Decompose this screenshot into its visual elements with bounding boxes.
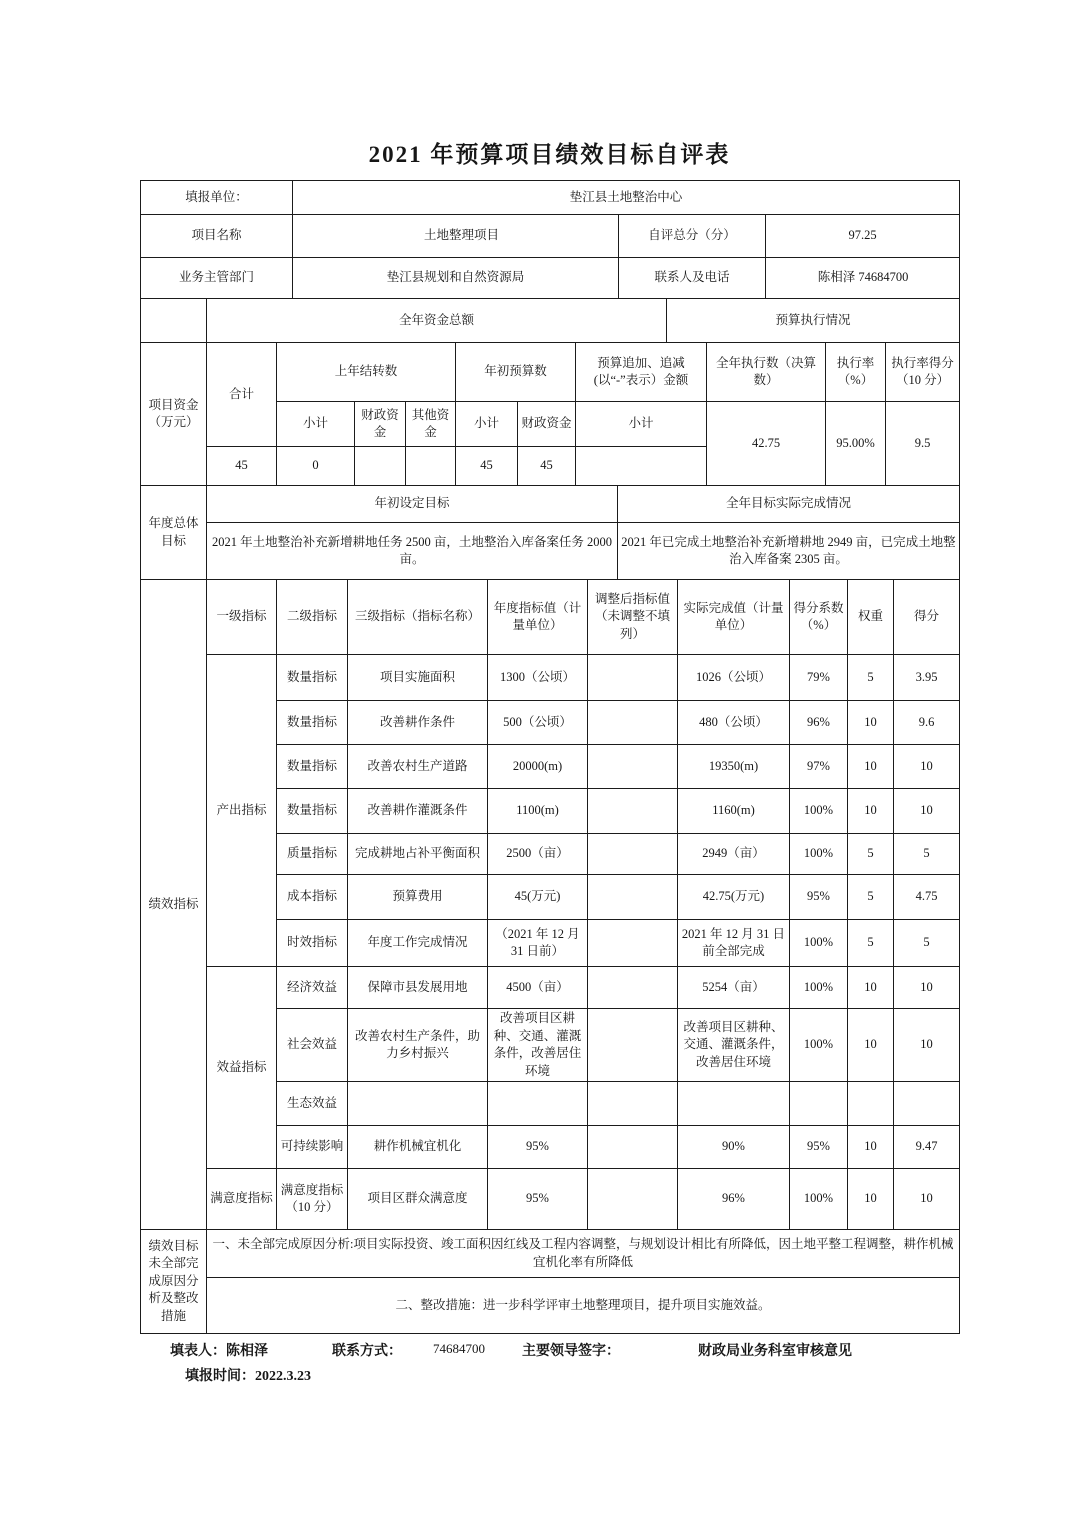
l2-cell: 质量指标 [277, 834, 348, 875]
score-cell: 5 [894, 920, 960, 967]
funding-header-row [140, 298, 960, 343]
project-name-label: 项目名称 [141, 215, 293, 258]
col-exec-score-header: 执行率得分（10 分） [886, 343, 960, 402]
filler-name: 填表人：陈相泽 [170, 1344, 268, 1359]
adjusted-cell [588, 875, 678, 920]
adjusted-cell [588, 1169, 678, 1230]
target-cell: 1300（公顷） [488, 655, 588, 701]
header-weight: 权重 [848, 580, 894, 655]
signature-block [140, 1338, 959, 1400]
indicator-row [141, 967, 960, 1009]
col-total-header: 合计 [207, 343, 277, 447]
indicator-row [141, 655, 960, 701]
col-begin-header: 年初预算数 [456, 343, 576, 402]
actual-cell: 2949（亩） [678, 834, 790, 875]
l2-cell: 数量指标 [277, 789, 348, 834]
target-cell: 500（公顷） [488, 701, 588, 745]
target-cell: （2021 年 12 月 31 日前） [488, 920, 588, 967]
prev-other-value [406, 447, 456, 486]
actual-cell: 42.75(万元) [678, 875, 790, 920]
adjusted-cell [588, 920, 678, 967]
weight-cell: 5 [848, 920, 894, 967]
info-section [140, 180, 960, 299]
prev-subtotal-value: 0 [277, 447, 355, 486]
begin-fiscal-value: 45 [518, 447, 576, 486]
table-row [141, 181, 960, 215]
exec-num-value: 42.75 [707, 402, 826, 486]
prev-fiscal-header: 财政资金 [355, 402, 406, 447]
coef-cell: 100% [790, 789, 848, 834]
adjusted-cell [588, 655, 678, 701]
name-cell: 项目区群众满意度 [348, 1169, 488, 1230]
analysis-section-label: 绩效目标未全部完成原因分析及整改措施 [141, 1230, 207, 1334]
header-l3: 三级指标（指标名称） [348, 580, 488, 655]
actual-cell: 90% [678, 1126, 790, 1169]
indicator-row [141, 1169, 960, 1230]
weight-cell: 10 [848, 967, 894, 1009]
header-actual: 实际完成值（计量单位） [678, 580, 790, 655]
goal-done-header: 全年目标实际完成情况 [618, 486, 960, 523]
target-cell: 2500（亩） [488, 834, 588, 875]
weight-cell: 10 [848, 745, 894, 789]
analysis-reason-text: 一、未全部完成原因分析:项目实际投资、竣工面积因红线及工程内容调整，与规划设计相比有所降低，因土地平整工程调整，耕作机械宜机化率有所降低 [207, 1230, 960, 1278]
l2-cell: 数量指标 [277, 701, 348, 745]
name-cell: 改善农村生产道路 [348, 745, 488, 789]
annual-goal-section [140, 485, 960, 580]
weight-cell: 5 [848, 875, 894, 920]
adjusted-cell [588, 701, 678, 745]
weight-cell [848, 1082, 894, 1126]
coef-cell: 79% [790, 655, 848, 701]
weight-cell: 5 [848, 834, 894, 875]
begin-fiscal-header: 财政资金 [518, 402, 576, 447]
l2-cell: 社会效益 [277, 1009, 348, 1082]
adjust-subtotal-value [576, 447, 707, 486]
funding-section-label: 项目资金（万元） [141, 343, 207, 486]
coef-cell: 97% [790, 745, 848, 789]
weight-cell: 10 [848, 1126, 894, 1169]
score-cell: 10 [894, 789, 960, 834]
score-cell: 10 [894, 745, 960, 789]
table-row [141, 343, 960, 402]
fill-unit-label: 填报单位： [141, 181, 293, 215]
prev-fiscal-value [355, 447, 406, 486]
l2-cell: 生态效益 [277, 1082, 348, 1126]
coef-cell: 100% [790, 920, 848, 967]
weight-cell: 5 [848, 655, 894, 701]
score-cell: 10 [894, 1169, 960, 1230]
funding-section [140, 342, 960, 486]
l2-cell: 数量指标 [277, 745, 348, 789]
adjusted-cell [588, 967, 678, 1009]
adjusted-cell [588, 789, 678, 834]
goal-done-text: 2021 年已完成土地整治补充新增耕地 2949 亩，已完成土地整治入库备案 2305 亩。 [618, 523, 960, 580]
l2-cell: 可持续影响 [277, 1126, 348, 1169]
self-score-value: 97.25 [766, 215, 960, 258]
name-cell: 年度工作完成情况 [348, 920, 488, 967]
finance-review-label: 财政局业务科室审核意见 [698, 1344, 852, 1359]
annual-goal-label: 年度总体目标 [141, 486, 207, 580]
target-cell: 95% [488, 1169, 588, 1230]
adjusted-cell [588, 1009, 678, 1082]
weight-cell: 10 [848, 789, 894, 834]
empty-cell [141, 299, 207, 343]
goal-set-text: 2021 年土地整治补充新增耕地任务 2500 亩，土地整治入库备案任务 2000 亩。 [207, 523, 618, 580]
begin-subtotal-value: 45 [456, 447, 518, 486]
coef-cell: 95% [790, 875, 848, 920]
project-name-value: 土地整理项目 [293, 215, 619, 258]
actual-cell: 96% [678, 1169, 790, 1230]
score-cell: 3.95 [894, 655, 960, 701]
header-l2: 二级指标 [277, 580, 348, 655]
contact-label: 联系人及电话 [619, 258, 766, 299]
score-cell: 10 [894, 967, 960, 1009]
dept-value: 垫江县规划和自然资源局 [293, 258, 619, 299]
target-cell: 1100(m) [488, 789, 588, 834]
header-target: 年度指标值（计量单位） [488, 580, 588, 655]
contact-number: 74684700 [433, 1341, 485, 1356]
coef-cell: 100% [790, 834, 848, 875]
score-cell: 4.75 [894, 875, 960, 920]
exec-rate-value: 95.00% [826, 402, 886, 486]
table-row [141, 486, 960, 523]
name-cell: 改善耕作灌溉条件 [348, 789, 488, 834]
form-title: 2021 年预算项目绩效目标自评表 [368, 142, 731, 167]
table-row [141, 215, 960, 258]
l2-cell: 数量指标 [277, 655, 348, 701]
target-cell: 20000(m) [488, 745, 588, 789]
score-cell [894, 1082, 960, 1126]
analysis-measures-text: 二、整改措施：进一步科学评审土地整理项目，提升项目实施效益。 [207, 1278, 960, 1334]
col-adjust-header: 预算追加、追减(以“-”表示）金额 [576, 343, 707, 402]
table-row [141, 523, 960, 580]
l2-cell: 经济效益 [277, 967, 348, 1009]
l1-satisfaction-cell: 满意度指标 [207, 1169, 277, 1230]
actual-cell: 5254（亩） [678, 967, 790, 1009]
score-cell: 5 [894, 834, 960, 875]
target-cell: 45(万元) [488, 875, 588, 920]
score-cell: 9.6 [894, 701, 960, 745]
form-table [140, 180, 959, 1334]
table-row [141, 1278, 960, 1334]
goal-set-header: 年初设定目标 [207, 486, 618, 523]
contact-method-label: 联系方式： [332, 1344, 402, 1359]
adjusted-cell [588, 745, 678, 789]
contact-value: 陈相泽 74684700 [766, 258, 960, 299]
name-cell: 改善农村生产条件，助力乡村振兴 [348, 1009, 488, 1082]
actual-cell: 1026（公顷） [678, 655, 790, 701]
col-exec-num-header: 全年执行数（决算数） [707, 343, 826, 402]
table-row [141, 299, 960, 343]
actual-cell: 19350(m) [678, 745, 790, 789]
begin-subtotal-header: 小计 [456, 402, 518, 447]
adjusted-cell [588, 1082, 678, 1126]
name-cell: 项目实施面积 [348, 655, 488, 701]
exec-score-value: 9.5 [886, 402, 960, 486]
col-exec-rate-header: 执行率（%） [826, 343, 886, 402]
name-cell: 耕作机械宜机化 [348, 1126, 488, 1169]
weight-cell: 10 [848, 1009, 894, 1082]
actual-cell: 480（公顷） [678, 701, 790, 745]
l2-cell: 满意度指标（10 分） [277, 1169, 348, 1230]
score-cell: 9.47 [894, 1126, 960, 1169]
target-cell: 4500（亩） [488, 967, 588, 1009]
coef-cell: 100% [790, 1009, 848, 1082]
adjust-subtotal-header: 小计 [576, 402, 707, 447]
coef-cell: 96% [790, 701, 848, 745]
name-cell: 改善耕作条件 [348, 701, 488, 745]
analysis-section [140, 1229, 960, 1334]
indicator-section-label: 绩效指标 [141, 580, 207, 1230]
prev-subtotal-header: 小计 [277, 402, 355, 447]
leader-signature-label: 主要领导签字： [522, 1344, 620, 1359]
name-cell [348, 1082, 488, 1126]
name-cell: 预算费用 [348, 875, 488, 920]
header-adjusted: 调整后指标值（未调整不填列） [588, 580, 678, 655]
actual-cell: 1160(m) [678, 789, 790, 834]
score-cell: 10 [894, 1009, 960, 1082]
coef-cell: 100% [790, 967, 848, 1009]
adjusted-cell [588, 834, 678, 875]
name-cell: 完成耕地占补平衡面积 [348, 834, 488, 875]
l2-cell: 成本指标 [277, 875, 348, 920]
funding-total-header: 全年资金总额 [207, 299, 667, 343]
header-coef: 得分系数（%） [790, 580, 848, 655]
actual-cell: 2021 年 12 月 31 日前全部完成 [678, 920, 790, 967]
adjusted-cell [588, 1126, 678, 1169]
table-row [141, 1230, 960, 1278]
target-cell [488, 1082, 588, 1126]
coef-cell: 95% [790, 1126, 848, 1169]
total-value: 45 [207, 447, 277, 486]
col-prev-header: 上年结转数 [277, 343, 456, 402]
table-row [141, 258, 960, 299]
header-score: 得分 [894, 580, 960, 655]
header-l1: 一级指标 [207, 580, 277, 655]
target-cell: 改善项目区耕种、交通、灌溉条件，改善居住环境 [488, 1009, 588, 1082]
self-score-label: 自评总分（分） [619, 215, 766, 258]
fill-unit-value: 垫江县土地整治中心 [293, 181, 960, 215]
name-cell: 保障市县发展用地 [348, 967, 488, 1009]
coef-cell: 100% [790, 1169, 848, 1230]
coef-cell [790, 1082, 848, 1126]
prev-other-header: 其他资金 [406, 402, 456, 447]
l1-benefit-cell: 效益指标 [207, 967, 277, 1169]
indicator-section [140, 579, 960, 1230]
fill-date: 填报时间：2022.3.23 [185, 1369, 311, 1384]
funding-execution-header: 预算执行情况 [667, 299, 960, 343]
actual-cell [678, 1082, 790, 1126]
indicator-header-row [141, 580, 960, 655]
target-cell: 95% [488, 1126, 588, 1169]
dept-label: 业务主管部门 [141, 258, 293, 299]
weight-cell: 10 [848, 701, 894, 745]
l1-output-cell: 产出指标 [207, 655, 277, 967]
actual-cell: 改善项目区耕种、交通、灌溉条件，改善居住环境 [678, 1009, 790, 1082]
l2-cell: 时效指标 [277, 920, 348, 967]
weight-cell: 10 [848, 1169, 894, 1230]
